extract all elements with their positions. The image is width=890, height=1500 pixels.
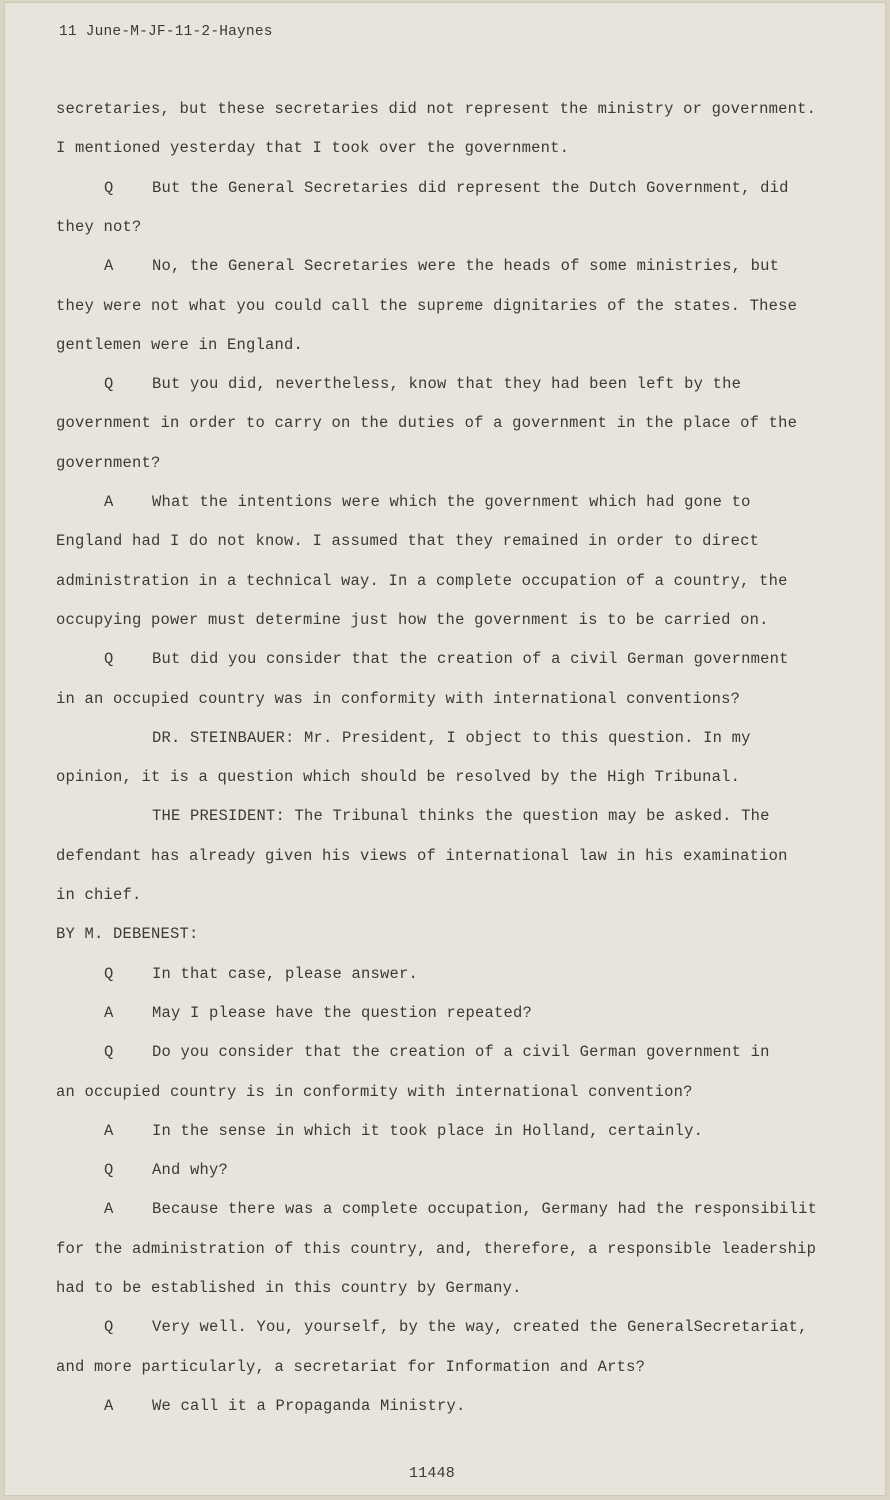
transcript-line: in chief. (56, 886, 142, 904)
transcript-line: BY M. DEBENEST: (56, 925, 199, 944)
speaker-label: A (104, 1396, 114, 1415)
transcript-line: gentlemen were in England. (56, 335, 304, 354)
speaker-line: THE PRESIDENT: The Tribunal thinks the question may be asked. The (152, 807, 770, 826)
transcript-line: in an occupied country was in conformity with international conventions? (56, 689, 741, 708)
transcript-line: But the General Secretaries did represent the Dutch Government, did (152, 178, 789, 197)
speaker-label: Q (104, 1318, 114, 1337)
speaker-label: Q (104, 375, 114, 394)
transcript-line: had to be established in this country by Germany. (56, 1279, 522, 1297)
speaker-label: A (104, 257, 114, 276)
transcript-line: No, the General Secretaries were the heads of some ministries, but (152, 257, 780, 276)
transcript-line: occupying power must determine just how the government is to be carried on. (56, 610, 769, 629)
speaker-label: A (104, 1003, 114, 1022)
transcript-line: England had I do not know. I assumed that they remained in order to direct (56, 532, 760, 551)
transcript-line: May I please have the question repeated? (152, 1003, 533, 1022)
transcript-line: government in order to carry on the duties of a government in the place of the (56, 414, 798, 433)
speaker-label: A (104, 493, 114, 511)
speaker-line: DR. STEINBAUER: Mr. President, I object to this question. In my (152, 728, 751, 747)
page-number: 11448 (409, 1465, 456, 1482)
speaker-label: A (104, 1121, 114, 1140)
speaker-label: A (104, 1200, 114, 1219)
transcript-line: But you did, nevertheless, know that they had been left by the (152, 375, 742, 394)
transcript-line: and more particularly, a secretariat for Information and Arts? (56, 1357, 646, 1376)
speaker-label: Q (104, 650, 114, 669)
transcript-line: they not? (56, 217, 142, 236)
transcript-page (4, 2, 886, 1496)
transcript-line: In that case, please answer. (152, 964, 419, 983)
transcript-line: And why? (152, 1161, 229, 1180)
speaker-label: Q (104, 964, 114, 983)
speaker-label: Q (104, 178, 114, 197)
transcript-line: opinion, it is a question which should be resolved by the High Tribunal. (56, 768, 741, 787)
transcript-line: an occupied country is in conformity with international convention? (56, 1082, 693, 1101)
transcript-line: But did you consider that the creation of a civil German government (152, 650, 789, 669)
transcript-line: for the administration of this country, and, therefore, a responsible leadership (56, 1239, 817, 1258)
transcript-line: defendant has already given his views of international law in his examination (56, 846, 788, 865)
transcript-line: What the intentions were which the government which had gone to (152, 493, 751, 511)
transcript-line: Because there was a complete occupation, Germany had the responsibilit (152, 1200, 818, 1219)
transcript-line: they were not what you could call the supreme dignitaries of the states. These (56, 296, 798, 315)
transcript-line: secretaries, but these secretaries did not represent the ministry or government. (56, 100, 817, 118)
transcript-line: Very well. You, yourself, by the way, created the GeneralSecretariat, (152, 1318, 808, 1337)
page-header: 11 June-M-JF-11-2-Haynes (59, 24, 273, 40)
speaker-label: Q (104, 1043, 114, 1062)
transcript-line: government? (56, 453, 161, 472)
speaker-label: Q (104, 1161, 114, 1180)
transcript-line: Do you consider that the creation of a civil German government in (152, 1043, 770, 1062)
transcript-line: We call it a Propaganda Ministry. (152, 1396, 466, 1415)
transcript-line: In the sense in which it took place in Holland, certainly. (152, 1121, 704, 1140)
transcript-line: I mentioned yesterday that I took over the government. (56, 139, 570, 158)
transcript-line: administration in a technical way. In a complete occupation of a country, the (56, 571, 788, 590)
